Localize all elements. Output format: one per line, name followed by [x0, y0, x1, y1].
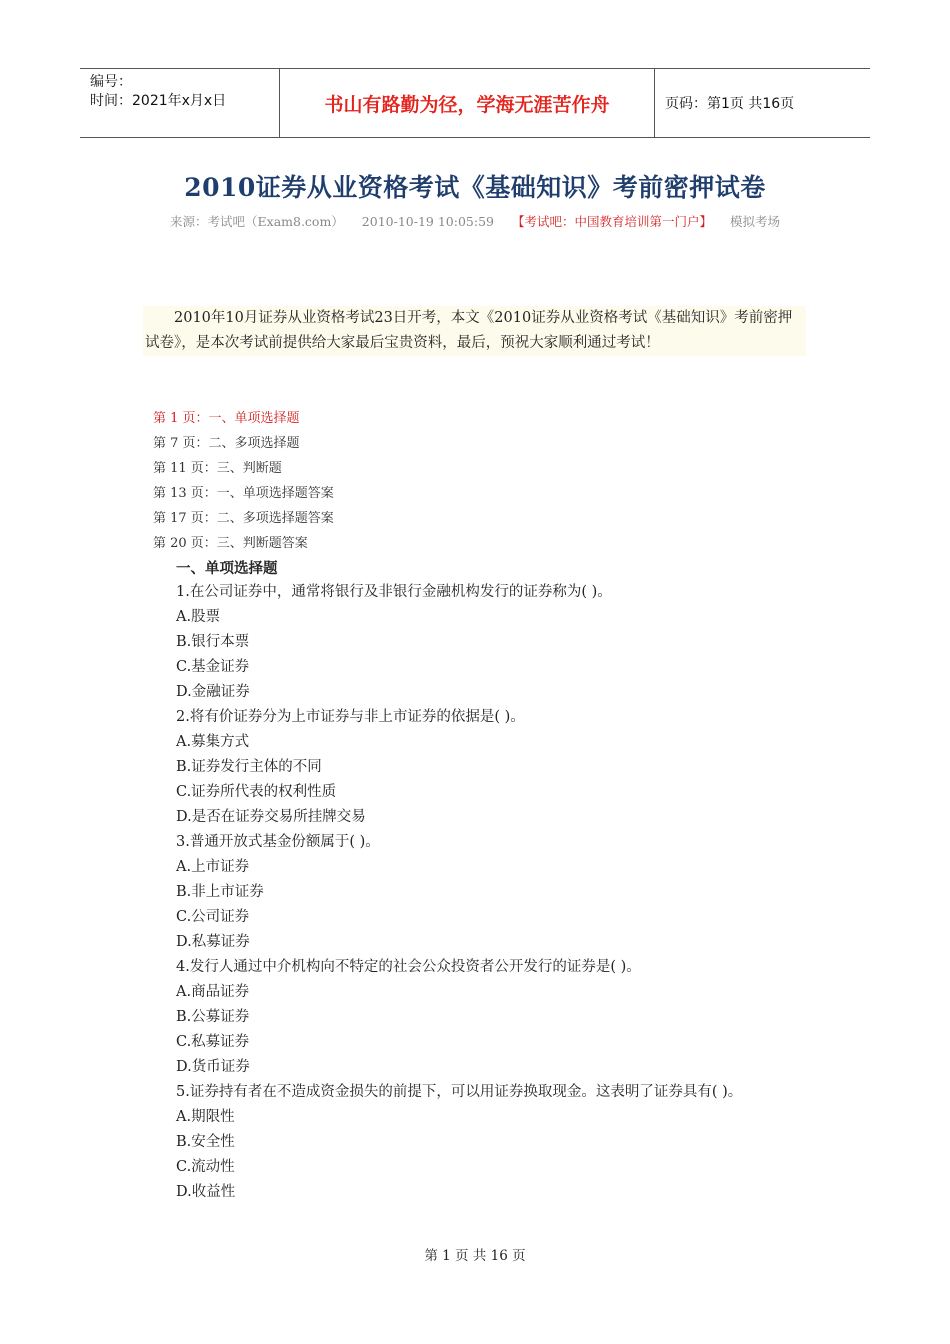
meta-datetime: 2010-10-19 10:05:59: [361, 214, 494, 229]
toc-link[interactable]: 第 11 页：三、判断题: [153, 461, 282, 476]
header-page-info: 页码：第1页 共16页: [665, 96, 795, 112]
number-label: 编号：: [90, 74, 132, 90]
page-footer: 第 1 页 共 16 页: [424, 1248, 526, 1264]
toc-link[interactable]: 第 13 页：一、单项选择题答案: [153, 486, 334, 501]
toc-link[interactable]: 第 17 页：二、多项选择题答案: [153, 511, 334, 526]
option: B.公募证券: [176, 1009, 250, 1025]
option: A.股票: [176, 609, 221, 625]
meta-category-link[interactable]: 模拟考场: [729, 214, 780, 229]
option: C.流动性: [176, 1159, 235, 1175]
option: A.募集方式: [176, 734, 250, 750]
option: C.基金证券: [176, 659, 250, 675]
header-info-cell: [80, 69, 280, 137]
option: A.上市证券: [176, 859, 250, 875]
document-title: 2010证券从业资格考试《基础知识》考前密押试卷: [184, 173, 766, 202]
article-meta: [0, 212, 950, 230]
header-motto: 书山有路勤为径，学海无涯苦作舟: [280, 69, 655, 137]
option: D.收益性: [176, 1184, 236, 1200]
question-text: 3.普通开放式基金份额属于( )。: [176, 834, 380, 850]
question-text: 4.发行人通过中介机构向不特定的社会公众投资者公开发行的证券是( )。: [176, 959, 641, 975]
question-text: 2.将有价证券分为上市证券与非上市证券的依据是( )。: [176, 709, 525, 725]
option: A.商品证券: [176, 984, 250, 1000]
option: C.证券所代表的权利性质: [176, 784, 337, 800]
time-label: 时间：2021年x月x日: [90, 93, 227, 109]
option: D.私募证券: [176, 934, 250, 950]
option: B.银行本票: [176, 634, 250, 650]
option: C.私募证券: [176, 1034, 250, 1050]
toc-link[interactable]: 第 20 页：三、判断题答案: [153, 536, 308, 551]
meta-source[interactable]: 来源：考试吧（Exam8.com）: [170, 214, 344, 229]
question-text: 5.证券持有者在不造成资金损失的前提下，可以用证券换取现金。这表明了证券具有( )。: [176, 1084, 743, 1100]
toc-link[interactable]: 第 1 页：一、单项选择题: [153, 411, 300, 426]
option: A.期限性: [176, 1109, 235, 1125]
question-text: 1.在公司证券中，通常将银行及非银行金融机构发行的证券称为( )。: [176, 584, 612, 600]
section-title: 一、单项选择题: [176, 561, 278, 577]
question-list: [143, 580, 811, 1205]
meta-brand-link[interactable]: 【考试吧：中国教育培训第一门户】: [511, 214, 712, 229]
table-of-contents: [153, 406, 334, 556]
option: D.货币证券: [176, 1059, 250, 1075]
option: B.安全性: [176, 1134, 235, 1150]
option: D.是否在证券交易所挂牌交易: [176, 809, 366, 825]
option: B.非上市证券: [176, 884, 264, 900]
option: D.金融证券: [176, 684, 250, 700]
intro-paragraph: 2010年10月证券从业资格考试23日开考，本文《2010证券从业资格考试《基础知识》考前密押试卷》，是本次考试前提供给大家最后宝贵资料，最后，预祝大家顺利通过考试！: [143, 306, 806, 356]
option: B.证券发行主体的不同: [176, 759, 322, 775]
toc-link[interactable]: 第 7 页：二、多项选择题: [153, 436, 300, 451]
option: C.公司证券: [176, 909, 250, 925]
header-table: [80, 68, 870, 138]
